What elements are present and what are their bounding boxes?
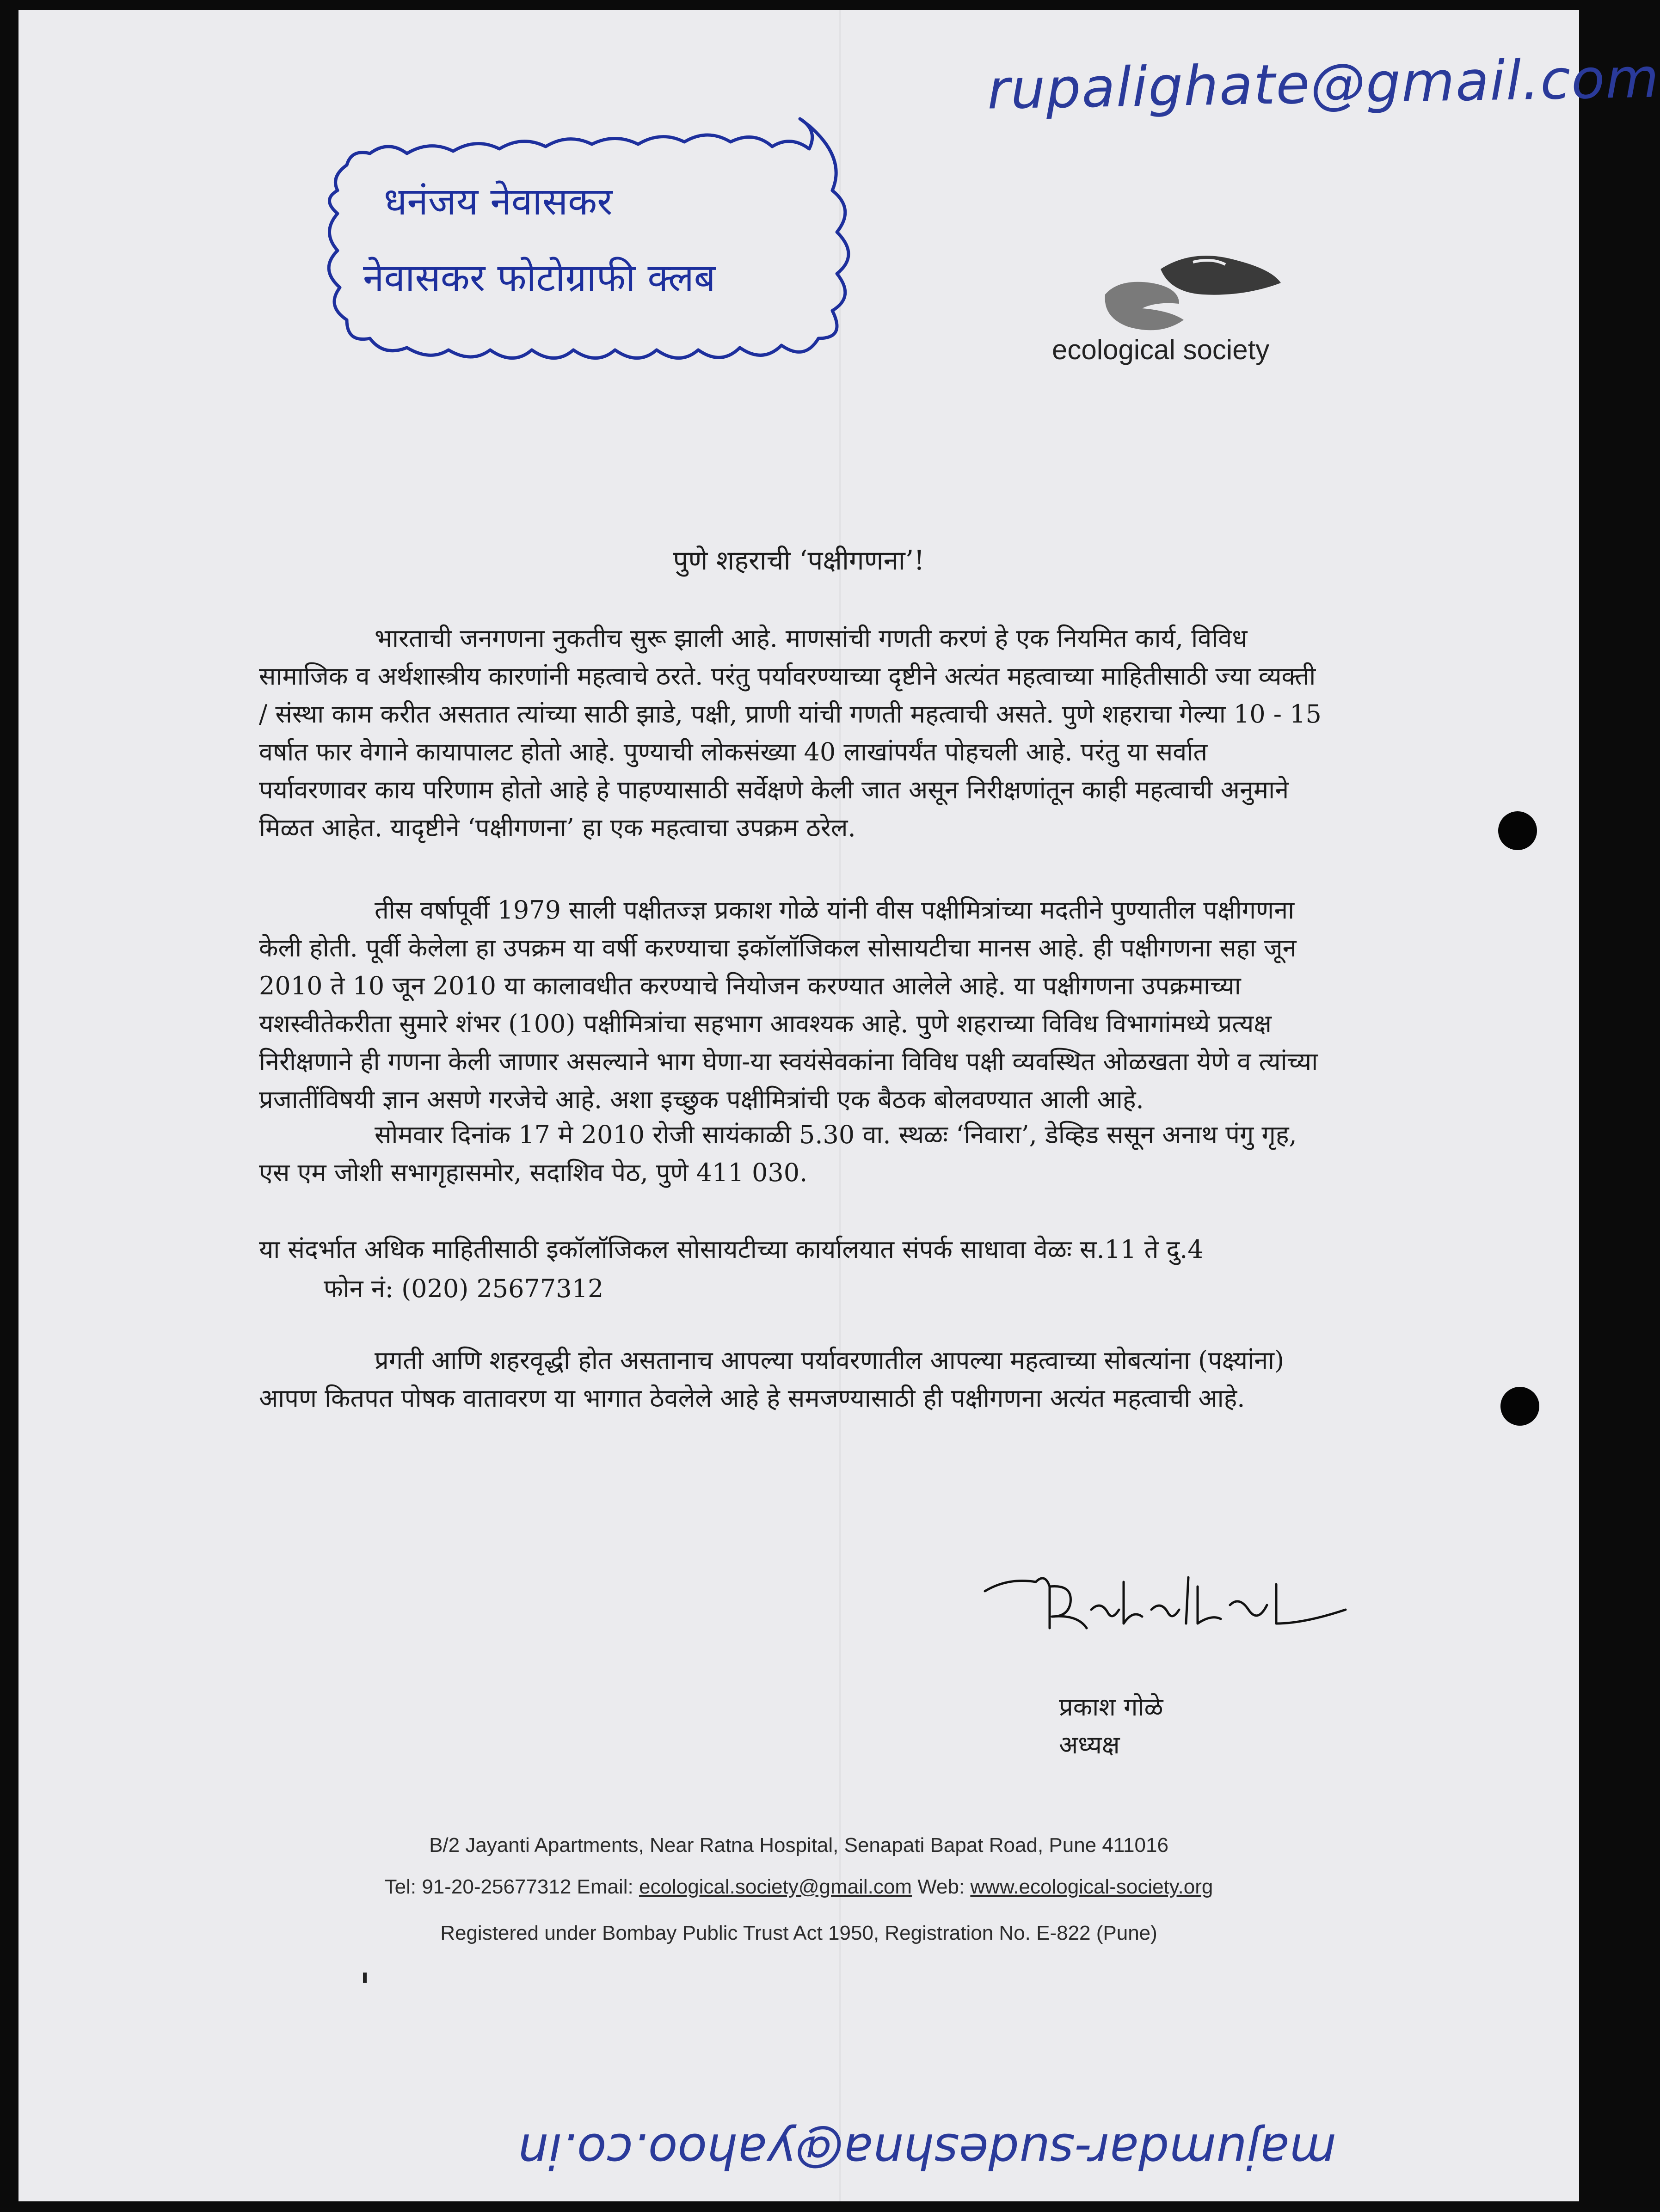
signatory-block (1059, 1688, 1163, 1764)
paragraph-importance (259, 1342, 1322, 1417)
paragraph-history-text: तीस वर्षापूर्वी 1979 साली पक्षीतज्ज्ञ प्रकाश गोळे यांनी वीस पक्षीमित्रांच्या मदतीने पुण्यातील पक्षीगणना केली होती. पूर्वी केलेला हा उपक्रम या वर्षी करण्याचा इकॉलॉजिकल सोसायटीचा मानस आहे. ही पक्षीगणना सहा जून 2010 ते 10 जून 2010 या कालावधीत करण्याचे नियोजन करण्यात आलेले आहे. या पक्षीगणना उपक्रमाच्या यशस्वीतेकरीता सुमारे शंभर (100) पक्षीमित्रांचा सहभाग आवश्यक आहे. पुणे शहराच्या विविध विभागांमध्ये प्रत्यक्ष निरीक्षणाने ही गणना केली जाणार असल्याने भाग घेणा-या स्वयंसेवकांना विविध पक्षी व्यवस्थित ओळखता येणे व त्यांच्या प्रजातींविषयी ज्ञान असणे गरजेचे आहे. अशा इच्छुक पक्षीमित्रांची एक बैठक बोलवण्यात आली आहे. (259, 895, 1318, 1114)
meeting-details-text: सोमवार दिनांक 17 मे 2010 रोजी सायंकाळी 5.30 वा. स्थळः ‘निवारा’, डेव्हिड ससून अनाथ पंगु गृह, एस एम जोशी सभागृहासमोर, सदाशिव पेठ, पुणे 411 030. (259, 1120, 1297, 1187)
handwritten-stamp-outline (319, 121, 879, 371)
punch-hole-top (1498, 811, 1537, 850)
paragraph-census-text: भारताची जनगणना नुकतीच सुरू झाली आहे. माणसांची गणती करणं हे एक नियमित कार्य, विविध सामाजिक व अर्थशास्त्रीय कारणांनी महत्वाचे ठरते. परंतु पर्यावरण्याच्या दृष्टीने अत्यंत महत्वाच्या माहितीसाठी ज्या व्यक्ती / संस्था काम करीत असतात त्यांच्या साठी झाडे, पक्षी, प्राणी यांची गणती महत्वाची असते. पुणे शहराचा गेल्या 10 - 15 वर्षात फार वेगाने कायापालट होतो आहे. पुण्याची लोकसंख्या 40 लाखांपर्यंत पोहचली आहे. परंतु या सर्वात पर्यावरणावर काय परिणाम होतो आहे हे पाहण्यासाठी सर्वेक्षणे केली जात असून निरीक्षणांतून काही महत्वाची अनुमाने मिळत आहेत. यादृष्टीने ‘पक्षीगणना’ हा एक महत्वाचा उपक्रम ठरेल. (259, 624, 1322, 842)
contact-line: या संदर्भात अधिक माहितीसाठी इकॉलॉजिकल सोसायटीच्या कार्यालयात संपर्क साधावा वेळः स.11 ते दु.4 (259, 1235, 1204, 1264)
meeting-details (259, 1116, 1322, 1192)
footer-contact (18, 1875, 1579, 1899)
signatory-designation: अध्यक्ष (1059, 1730, 1120, 1759)
handwritten-email-bottom: majumdar-sudeshna@yahoo.co.in (518, 2123, 1336, 2179)
ink-mark (363, 1973, 367, 1983)
footer-registration: Registered under Bombay Public Trust Act 1950, Registration No. E-822 (Pune) (440, 1922, 1157, 1944)
footer-email-link[interactable]: ecological.society@gmail.com (639, 1875, 912, 1898)
footer-tel: Tel: 91-20-25677312 Email: (384, 1875, 633, 1898)
logo-text: ecological society (1052, 334, 1270, 365)
footer-address: B/2 Jayanti Apartments, Near Ratna Hospital, Senapati Bapat Road, Pune 411016 (429, 1834, 1168, 1857)
stamp-name: धनंजय नेवासकर (384, 180, 613, 224)
footer-web-label: Web: (917, 1875, 965, 1898)
letter-sheet (18, 10, 1660, 2201)
signature-image (980, 1559, 1350, 1651)
punch-hole-bottom (1500, 1387, 1539, 1426)
paragraph-importance-text: प्रगती आणि शहरवृद्धी होत असतानाच आपल्या पर्यावरणातील आपल्या महत्वाच्या सोबत्यांना (पक्ष्यांना) आपण कितपत पोषक वातावरण या भागात ठेवलेले आहे हे समजण्यासाठी ही पक्षीगणना अत्यंत महत्वाची आहे. (259, 1346, 1285, 1413)
paragraph-history (259, 891, 1322, 1119)
phone-line: फोन नं: (020) 25677312 (324, 1274, 604, 1303)
handwritten-email-top: rupalighate@gmail.com (986, 46, 1660, 122)
paragraph-census (259, 619, 1322, 847)
signatory-name: प्रकाश गोळे (1059, 1692, 1163, 1722)
letter-title: पुणे शहराची ‘पक्षीगणना’! (673, 545, 925, 576)
stamp-club: नेवासकर फोटोग्राफी क्लब (363, 256, 716, 300)
ecological-society-logo-icon (1101, 251, 1285, 338)
footer-web-link[interactable]: www.ecological-society.org (970, 1875, 1213, 1898)
